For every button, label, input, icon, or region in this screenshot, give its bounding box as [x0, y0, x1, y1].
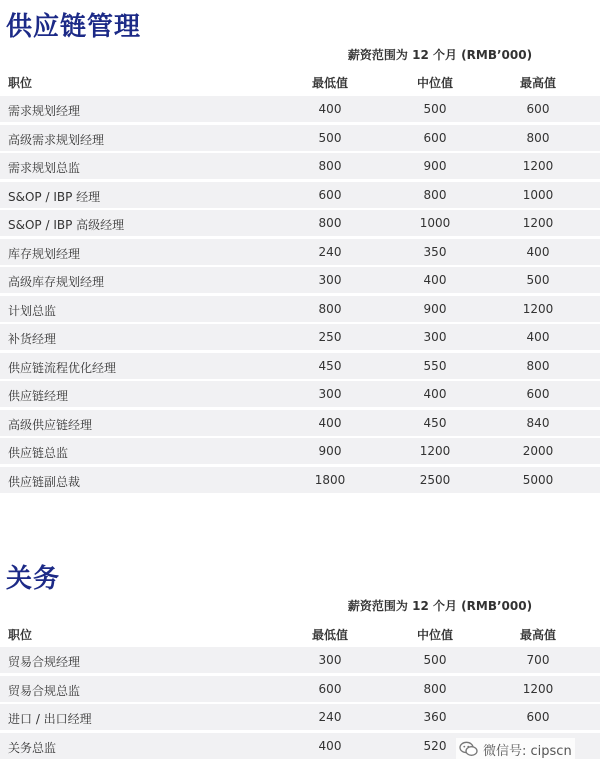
cell-median: 900: [423, 159, 447, 173]
cell-max: 840: [526, 415, 550, 430]
header-max: 最高值: [519, 628, 556, 642]
cell-max: 500: [526, 273, 550, 287]
table-row: [0, 438, 600, 464]
table-row: [0, 324, 600, 350]
cell-min: 450: [318, 358, 342, 373]
table-row: [0, 267, 600, 293]
table-row: [0, 296, 600, 322]
section-title: 供应链管理: [6, 12, 142, 42]
cell-min: 250: [318, 330, 342, 344]
cell-position: 供应链总监: [8, 446, 69, 460]
cell-median: 500: [423, 102, 447, 116]
header-median: 中位值: [416, 628, 453, 642]
table-row: [0, 96, 600, 122]
cell-median: 800: [423, 187, 447, 202]
cell-max: 400: [526, 330, 550, 344]
cell-position: 关务总监: [8, 740, 57, 755]
cell-position: 供应链经理: [8, 389, 69, 403]
table-row: [0, 467, 600, 493]
cell-median: 450: [423, 415, 447, 430]
header-position: 职位: [8, 628, 33, 642]
section-title: 关务: [6, 564, 61, 594]
cell-max: 600: [526, 387, 550, 401]
cell-position: 进口 / 出口经理: [8, 712, 92, 726]
cell-min: 300: [318, 273, 342, 287]
cell-min: 800: [318, 216, 342, 230]
cell-median: 2500: [419, 472, 451, 487]
wechat-watermark: [456, 738, 575, 760]
table-row: [0, 676, 600, 702]
cell-median: 400: [423, 273, 447, 287]
cell-median: 400: [423, 387, 447, 401]
cell-position: 补货经理: [8, 332, 57, 346]
table-header: [0, 622, 600, 642]
table-header: [0, 70, 600, 90]
cell-median: 500: [423, 653, 447, 667]
cell-max: 1200: [522, 681, 554, 696]
cell-min: 300: [318, 653, 342, 667]
salary-table-rows: [0, 96, 600, 495]
cell-max: 1200: [522, 216, 554, 230]
cell-median: 350: [423, 244, 447, 259]
wechat-icon: [459, 741, 479, 757]
table-row: [0, 182, 600, 208]
cell-min: 900: [318, 444, 342, 458]
header-median: 中位值: [416, 76, 453, 90]
table-row: [0, 381, 600, 407]
cell-position: 高级供应链经理: [8, 417, 93, 432]
cell-min: 500: [318, 130, 342, 145]
cell-position: 贸易合规经理: [8, 655, 81, 669]
header-max: 最高值: [519, 76, 556, 90]
cell-max: 800: [526, 358, 550, 373]
cell-position: 库存规划经理: [8, 246, 81, 261]
cell-position: 需求规划经理: [8, 104, 81, 118]
table-row: [0, 210, 600, 236]
cell-median: 1000: [419, 216, 451, 230]
cell-min: 800: [318, 159, 342, 173]
cell-median: 1200: [419, 444, 451, 458]
cell-max: 700: [526, 653, 550, 667]
cell-min: 400: [318, 415, 342, 430]
cell-median: 800: [423, 681, 447, 696]
header-position: 职位: [8, 76, 33, 90]
cell-max: 600: [526, 102, 550, 116]
cell-max: 800: [526, 130, 550, 145]
table-row: [0, 125, 600, 151]
salary-range-caption: 薪资范围为 12 个月 (RMB’000): [347, 48, 533, 62]
cell-position: 高级需求规划经理: [8, 132, 105, 147]
cell-median: 900: [423, 301, 447, 316]
cell-min: 400: [318, 102, 342, 116]
cell-position: 需求规划总监: [8, 161, 81, 175]
watermark-text: 微信号: cipscn: [483, 743, 572, 759]
cell-min: 300: [318, 387, 342, 401]
table-row: [0, 704, 600, 730]
header-min: 最低值: [311, 76, 348, 90]
cell-max: 1200: [522, 159, 554, 173]
cell-max: 600: [526, 710, 550, 724]
cell-min: 1800: [314, 472, 346, 487]
cell-max: 2000: [522, 444, 554, 458]
cell-max: 1200: [522, 301, 554, 316]
cell-median: 520: [423, 738, 447, 753]
table-row: [0, 153, 600, 179]
cell-position: S&OP / IBP 经理: [8, 189, 101, 204]
table-row: [0, 353, 600, 379]
cell-min: 600: [318, 187, 342, 202]
cell-min: 240: [318, 710, 342, 724]
cell-min: 600: [318, 681, 342, 696]
salary-range-caption: 薪资范围为 12 个月 (RMB’000): [347, 599, 533, 613]
cell-min: 800: [318, 301, 342, 316]
cell-median: 300: [423, 330, 447, 344]
cell-position: S&OP / IBP 高级经理: [8, 218, 125, 232]
cell-max: 5000: [522, 472, 554, 487]
cell-position: 计划总监: [8, 303, 57, 318]
header-min: 最低值: [311, 628, 348, 642]
table-row: [0, 410, 600, 436]
cell-min: 240: [318, 244, 342, 259]
cell-position: 供应链流程优化经理: [8, 360, 117, 375]
cell-median: 360: [423, 710, 447, 724]
cell-max: 400: [526, 244, 550, 259]
cell-position: 贸易合规总监: [8, 683, 81, 698]
cell-median: 550: [423, 358, 447, 373]
cell-max: 1000: [522, 187, 554, 202]
cell-min: 400: [318, 738, 342, 753]
table-row: [0, 647, 600, 673]
cell-median: 600: [423, 130, 447, 145]
table-row: [0, 239, 600, 265]
cell-position: 高级库存规划经理: [8, 275, 105, 289]
cell-position: 供应链副总裁: [8, 474, 81, 489]
